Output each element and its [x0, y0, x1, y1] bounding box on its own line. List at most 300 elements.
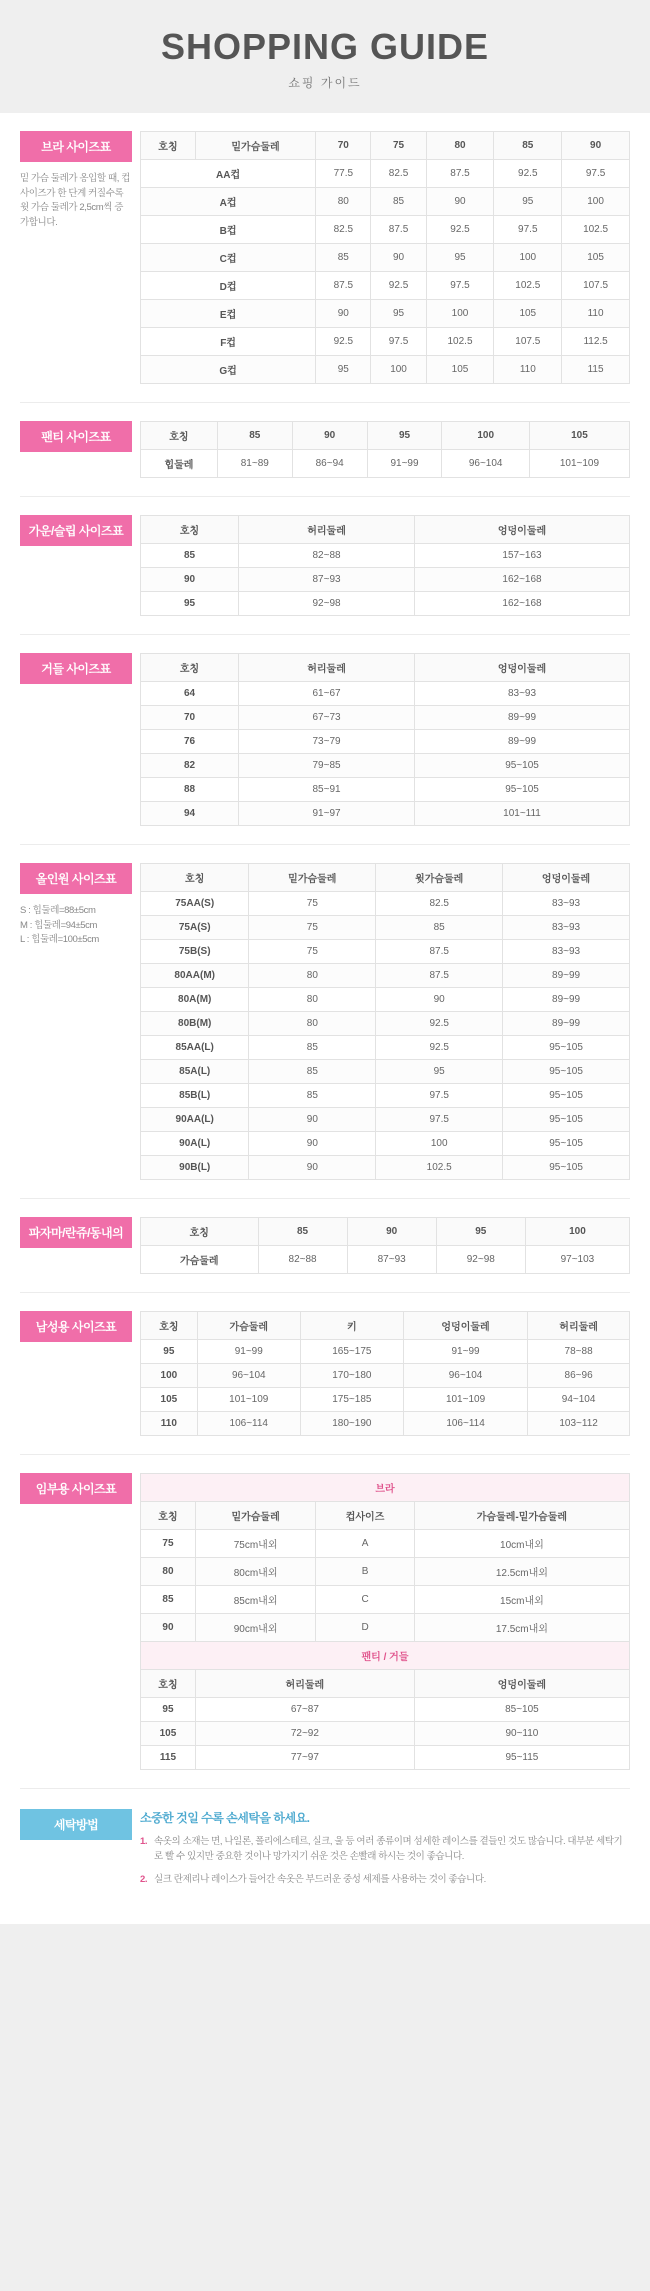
col-header: 95	[436, 1218, 525, 1246]
table-row	[141, 754, 630, 778]
table-cell: 90~110	[414, 1722, 629, 1746]
table-cell: 90B(L)	[141, 1156, 249, 1180]
table-row	[141, 1558, 630, 1586]
table-cell: 82.5	[376, 892, 503, 916]
table-head	[141, 654, 630, 682]
table-row	[141, 1036, 630, 1060]
table-cell: 85	[249, 1036, 376, 1060]
section-label-col	[20, 421, 140, 452]
col-header: 엉덩이둘레	[503, 864, 630, 892]
table-cell: 92.5	[376, 1036, 503, 1060]
table-cell: 73~79	[239, 730, 415, 754]
col-header: 90	[562, 132, 630, 160]
table-cell: 180~190	[300, 1412, 403, 1436]
section-tag: 올인원 사이즈표	[20, 863, 132, 894]
table-cell: 83~93	[415, 682, 630, 706]
table-row	[141, 1132, 630, 1156]
section-tag: 파자마/란쥬/동내의	[20, 1217, 132, 1248]
table-row	[141, 356, 630, 384]
table-cell: 105	[494, 300, 562, 328]
table-cell: 95~115	[414, 1746, 629, 1770]
table-cell: 75	[141, 1530, 196, 1558]
col-header: 호칭	[141, 1218, 259, 1246]
table-cell: 89~99	[503, 988, 630, 1012]
table-row	[141, 450, 630, 478]
table-cell: 100	[562, 188, 630, 216]
table-cell: 70	[141, 706, 239, 730]
table-cell: 89~99	[503, 964, 630, 988]
section-5	[0, 1199, 650, 1292]
section-maternity	[0, 1455, 650, 1788]
table-cell: 95~105	[415, 778, 630, 802]
table-cell: 95	[376, 1060, 503, 1084]
table-cell: 78~88	[528, 1340, 630, 1364]
table-cell: G컵	[141, 356, 316, 384]
maternity-panty-head	[141, 1642, 630, 1698]
table-row	[141, 1530, 630, 1558]
table-cell: F컵	[141, 328, 316, 356]
maternity-panty-group-label: 팬티 / 거들	[141, 1642, 630, 1670]
col-header: 90	[292, 422, 367, 450]
table-head	[141, 422, 630, 450]
header-row	[141, 1218, 630, 1246]
table-head	[141, 132, 630, 160]
size-table	[140, 515, 630, 616]
table-cell: 92.5	[426, 216, 494, 244]
table-cell: 87.5	[316, 272, 371, 300]
table-cell: 175~185	[300, 1388, 403, 1412]
table-cell: 80B(M)	[141, 1012, 249, 1036]
table-cell: 85cm내외	[195, 1586, 315, 1614]
table-cell: 76	[141, 730, 239, 754]
table-cell: 61~67	[239, 682, 415, 706]
table-cell: 75	[249, 940, 376, 964]
table-cell: 101~109	[529, 450, 629, 478]
wash-label-col	[20, 1809, 140, 1840]
table-row	[141, 1340, 630, 1364]
header-row	[141, 516, 630, 544]
table-cell: 112.5	[562, 328, 630, 356]
section-wash	[0, 1789, 650, 1924]
section-tag: 남성용 사이즈표	[20, 1311, 132, 1342]
wash-item	[140, 1872, 630, 1887]
table-cell: 91~97	[239, 802, 415, 826]
table-cell: 87~93	[239, 568, 415, 592]
col-header: 100	[442, 422, 529, 450]
table-cell: 97.5	[371, 328, 426, 356]
size-table	[140, 653, 630, 826]
section-table-col	[140, 1311, 630, 1436]
section-label-col	[20, 1217, 140, 1248]
table-cell: 80cm내외	[195, 1558, 315, 1586]
table-cell: 85~105	[414, 1698, 629, 1722]
table-cell: 83~93	[503, 940, 630, 964]
section-table-col	[140, 863, 630, 1180]
table-cell: 95~105	[503, 1156, 630, 1180]
section-table-col	[140, 131, 630, 384]
table-cell: 75AA(S)	[141, 892, 249, 916]
col-header: 85	[258, 1218, 347, 1246]
table-cell: 83~93	[503, 892, 630, 916]
table-cell: 83~93	[503, 916, 630, 940]
maternity-bra-body	[141, 1530, 630, 1642]
table-cell: 67~73	[239, 706, 415, 730]
table-row	[141, 1108, 630, 1132]
table-row	[141, 1364, 630, 1388]
section-label-col	[20, 1473, 140, 1504]
col-header: 호칭	[141, 132, 196, 160]
table-cell: 115	[141, 1746, 196, 1770]
col-header: 95	[367, 422, 442, 450]
section-note: S : 힙둘레=88±5cm M : 힙둘레=94±5cm L : 힙둘레=100±5cm	[20, 905, 99, 946]
maternity-table	[140, 1473, 630, 1770]
table-cell: 힙둘레	[141, 450, 218, 478]
table-cell: 95~105	[503, 1060, 630, 1084]
wash-item	[140, 1834, 630, 1864]
col-header: 호칭	[141, 654, 239, 682]
table-cell: 110	[494, 356, 562, 384]
table-row	[141, 1060, 630, 1084]
table-cell: 95	[141, 1340, 198, 1364]
table-row	[141, 988, 630, 1012]
section-table-col	[140, 421, 630, 478]
section-table-col	[140, 1217, 630, 1274]
table-cell: A	[316, 1530, 415, 1558]
table-cell: 86~94	[292, 450, 367, 478]
table-cell: 85	[249, 1060, 376, 1084]
col-header: 엉덩이둘레	[414, 1670, 629, 1698]
table-body	[141, 1340, 630, 1436]
table-cell: 85	[376, 916, 503, 940]
table-cell: 80A(M)	[141, 988, 249, 1012]
section-table-col	[140, 653, 630, 826]
table-cell: 105	[141, 1722, 196, 1746]
table-cell: 77.5	[316, 160, 371, 188]
table-row	[141, 216, 630, 244]
section-label-col	[20, 131, 140, 231]
table-cell: 85B(L)	[141, 1084, 249, 1108]
size-table	[140, 131, 630, 384]
col-header: 엉덩이둘레	[415, 516, 630, 544]
table-cell: 10cm내외	[414, 1530, 629, 1558]
table-cell: AA컵	[141, 160, 316, 188]
table-cell: 157~163	[415, 544, 630, 568]
table-cell: 92.5	[494, 160, 562, 188]
table-cell: 103~112	[528, 1412, 630, 1436]
table-row	[141, 272, 630, 300]
table-cell: 92~98	[436, 1246, 525, 1274]
col-header: 허리둘레	[239, 516, 415, 544]
section-1	[0, 403, 650, 496]
table-cell: 85	[141, 544, 239, 568]
wash-list	[140, 1834, 630, 1888]
table-cell: 90	[376, 988, 503, 1012]
table-row	[141, 916, 630, 940]
content-wrapper	[0, 113, 650, 1924]
table-cell: 67~87	[195, 1698, 414, 1722]
table-cell: 92~98	[239, 592, 415, 616]
table-cell: 79~85	[239, 754, 415, 778]
table-cell: 95~105	[415, 754, 630, 778]
table-row	[141, 892, 630, 916]
table-row	[141, 1746, 630, 1770]
table-cell: C	[316, 1586, 415, 1614]
section-label-col	[20, 653, 140, 684]
table-cell: 87.5	[376, 940, 503, 964]
table-cell: 82~88	[239, 544, 415, 568]
size-table	[140, 1311, 630, 1436]
table-row	[141, 778, 630, 802]
col-header: 호칭	[141, 1502, 196, 1530]
table-cell: 95~105	[503, 1084, 630, 1108]
table-cell: 95	[141, 1698, 196, 1722]
table-cell: 95~105	[503, 1036, 630, 1060]
table-cell: 82~88	[258, 1246, 347, 1274]
table-cell: 110	[562, 300, 630, 328]
section-0	[0, 113, 650, 402]
table-row	[141, 1722, 630, 1746]
table-cell: 86~96	[528, 1364, 630, 1388]
table-cell: 90	[371, 244, 426, 272]
table-row	[141, 1614, 630, 1642]
page-header	[0, 0, 650, 113]
table-cell: 91~99	[367, 450, 442, 478]
table-cell: 94	[141, 802, 239, 826]
table-cell: 95	[494, 188, 562, 216]
col-header: 엉덩이둘레	[403, 1312, 527, 1340]
size-table	[140, 421, 630, 478]
table-cell: 106~114	[197, 1412, 300, 1436]
sections-root	[0, 113, 650, 1455]
section-table-col	[140, 1473, 630, 1770]
table-row	[141, 328, 630, 356]
table-cell: 15cm내외	[414, 1586, 629, 1614]
section-6	[0, 1293, 650, 1454]
table-cell: 92.5	[371, 272, 426, 300]
table-cell: 90	[316, 300, 371, 328]
table-row	[141, 244, 630, 272]
table-cell: 97.5	[562, 160, 630, 188]
col-header: 허리둘레	[528, 1312, 630, 1340]
col-header: 키	[300, 1312, 403, 1340]
table-cell: 94~104	[528, 1388, 630, 1412]
table-cell: D컵	[141, 272, 316, 300]
col-header: 허리둘레	[239, 654, 415, 682]
col-header: 호칭	[141, 516, 239, 544]
table-cell: 101~109	[403, 1388, 527, 1412]
wash-item-number: 2.	[140, 1874, 148, 1886]
table-cell: 85AA(L)	[141, 1036, 249, 1060]
maternity-bra-header-row	[141, 1502, 630, 1530]
table-cell: 95~105	[503, 1108, 630, 1132]
table-row	[141, 188, 630, 216]
table-cell: 82.5	[316, 216, 371, 244]
table-cell: 85~91	[239, 778, 415, 802]
table-cell: C컵	[141, 244, 316, 272]
section-tag: 브라 사이즈표	[20, 131, 132, 162]
table-cell: 80	[249, 1012, 376, 1036]
col-header: 70	[316, 132, 371, 160]
wash-content-col	[140, 1809, 630, 1896]
maternity-bra-group-row	[141, 1474, 630, 1502]
section-label-col	[20, 863, 140, 948]
col-header: 호칭	[141, 864, 249, 892]
table-cell: 107.5	[494, 328, 562, 356]
table-cell: 77~97	[195, 1746, 414, 1770]
table-cell: 90AA(L)	[141, 1108, 249, 1132]
table-cell: B컵	[141, 216, 316, 244]
table-head	[141, 1218, 630, 1246]
col-header: 밑가슴둘레	[195, 1502, 315, 1530]
table-cell: 105	[562, 244, 630, 272]
section-note: 밑 가슴 둘레가 옹입할 때, 컵 사이즈가 한 단계 커질수록 윗 가슴 둘레가 2,5cm씩 증가합니다.	[20, 173, 130, 229]
table-body	[141, 1246, 630, 1274]
table-cell: A컵	[141, 188, 316, 216]
table-cell: 85	[371, 188, 426, 216]
header-row	[141, 1312, 630, 1340]
table-cell: 95~105	[503, 1132, 630, 1156]
section-label-col	[20, 1311, 140, 1342]
table-cell: 107.5	[562, 272, 630, 300]
table-row	[141, 706, 630, 730]
table-body	[141, 682, 630, 826]
table-cell: 82.5	[371, 160, 426, 188]
table-row	[141, 1084, 630, 1108]
table-cell: 170~180	[300, 1364, 403, 1388]
col-header: 105	[529, 422, 629, 450]
header-row	[141, 422, 630, 450]
table-cell: 90	[249, 1132, 376, 1156]
col-header: 컵사이즈	[316, 1502, 415, 1530]
table-cell: 95	[371, 300, 426, 328]
table-row	[141, 682, 630, 706]
col-header: 호칭	[141, 1670, 196, 1698]
table-cell: 102.5	[562, 216, 630, 244]
table-cell: 90cm내외	[195, 1614, 315, 1642]
table-row	[141, 1246, 630, 1274]
table-row	[141, 1586, 630, 1614]
table-cell: 105	[141, 1388, 198, 1412]
table-cell: 100	[494, 244, 562, 272]
col-header: 가슴둘레-밑가슴둘레	[414, 1502, 629, 1530]
section-tag: 거들 사이즈표	[20, 653, 132, 684]
table-cell: 81~89	[217, 450, 292, 478]
table-cell: 101~111	[415, 802, 630, 826]
table-cell: 97.5	[376, 1108, 503, 1132]
col-header: 100	[525, 1218, 629, 1246]
table-cell: 97.5	[426, 272, 494, 300]
table-cell: D	[316, 1614, 415, 1642]
wash-item-text: 속옷의 소재는 면, 나일론, 폴리에스테르, 실크, 울 등 여러 종류이며 섬세한 레이스를 곁들인 것도 많습니다. 대부분 세탁기로 빨 수 있지만 중요한 것이나 망가지기 쉬운 것은 손빨래 하시는 것이 좋습니다.	[154, 1836, 623, 1863]
table-cell: 90	[249, 1108, 376, 1132]
table-cell: 89~99	[503, 1012, 630, 1036]
table-cell: 90	[141, 1614, 196, 1642]
table-cell: 75	[249, 892, 376, 916]
table-cell: 92.5	[316, 328, 371, 356]
wash-item-text: 실크 란제리나 레이스가 들어간 속옷은 부드러운 중성 세제를 사용하는 것이 좋습니다.	[154, 1874, 486, 1886]
maternity-panty-group-row	[141, 1642, 630, 1670]
size-table	[140, 863, 630, 1180]
col-header: 80	[426, 132, 494, 160]
table-cell: 87.5	[376, 964, 503, 988]
table-cell: 97~103	[525, 1246, 629, 1274]
table-row	[141, 1012, 630, 1036]
table-cell: 87.5	[371, 216, 426, 244]
table-cell: 100	[141, 1364, 198, 1388]
table-row	[141, 964, 630, 988]
table-row	[141, 568, 630, 592]
maternity-bra-group-label: 브라	[141, 1474, 630, 1502]
table-row	[141, 160, 630, 188]
table-cell: 90	[249, 1156, 376, 1180]
table-cell: 90	[141, 568, 239, 592]
table-cell: 115	[562, 356, 630, 384]
footer-space	[0, 1924, 650, 1948]
table-row	[141, 730, 630, 754]
table-cell: 105	[426, 356, 494, 384]
table-cell: 75B(S)	[141, 940, 249, 964]
table-cell: 102.5	[426, 328, 494, 356]
table-cell: 가슴둘레	[141, 1246, 259, 1274]
maternity-bra-head	[141, 1474, 630, 1530]
table-cell: 89~99	[415, 730, 630, 754]
table-head	[141, 516, 630, 544]
table-head	[141, 1312, 630, 1340]
table-cell: 85	[249, 1084, 376, 1108]
table-row	[141, 544, 630, 568]
section-3	[0, 635, 650, 844]
table-body	[141, 160, 630, 384]
table-head	[141, 864, 630, 892]
table-cell: 100	[371, 356, 426, 384]
table-cell: 91~99	[197, 1340, 300, 1364]
col-header: 가슴둘레	[197, 1312, 300, 1340]
table-row	[141, 1698, 630, 1722]
header-row	[141, 864, 630, 892]
col-header: 85	[217, 422, 292, 450]
table-cell: 87.5	[426, 160, 494, 188]
maternity-panty-header-row	[141, 1670, 630, 1698]
table-cell: 75cm내외	[195, 1530, 315, 1558]
table-cell: 85	[316, 244, 371, 272]
table-cell: 110	[141, 1412, 198, 1436]
section-label-col	[20, 515, 140, 546]
table-cell: 95	[316, 356, 371, 384]
table-body	[141, 450, 630, 478]
table-cell: 90A(L)	[141, 1132, 249, 1156]
table-row	[141, 1388, 630, 1412]
table-cell: 92.5	[376, 1012, 503, 1036]
col-header: 윗가슴둘레	[376, 864, 503, 892]
table-body	[141, 892, 630, 1180]
table-cell: 96~104	[197, 1364, 300, 1388]
section-tag-maternity: 임부용 사이즈표	[20, 1473, 132, 1504]
table-cell: 87~93	[347, 1246, 436, 1274]
table-cell: 75A(S)	[141, 916, 249, 940]
table-cell: 80	[249, 964, 376, 988]
section-table-col	[140, 515, 630, 616]
table-row	[141, 940, 630, 964]
col-header: 밑가슴둘레	[195, 132, 315, 160]
table-cell: 85	[141, 1586, 196, 1614]
table-cell: 12.5cm내외	[414, 1558, 629, 1586]
table-row	[141, 802, 630, 826]
table-cell: 90	[426, 188, 494, 216]
header-row	[141, 654, 630, 682]
table-cell: 96~104	[403, 1364, 527, 1388]
table-cell: B	[316, 1558, 415, 1586]
table-body	[141, 544, 630, 616]
